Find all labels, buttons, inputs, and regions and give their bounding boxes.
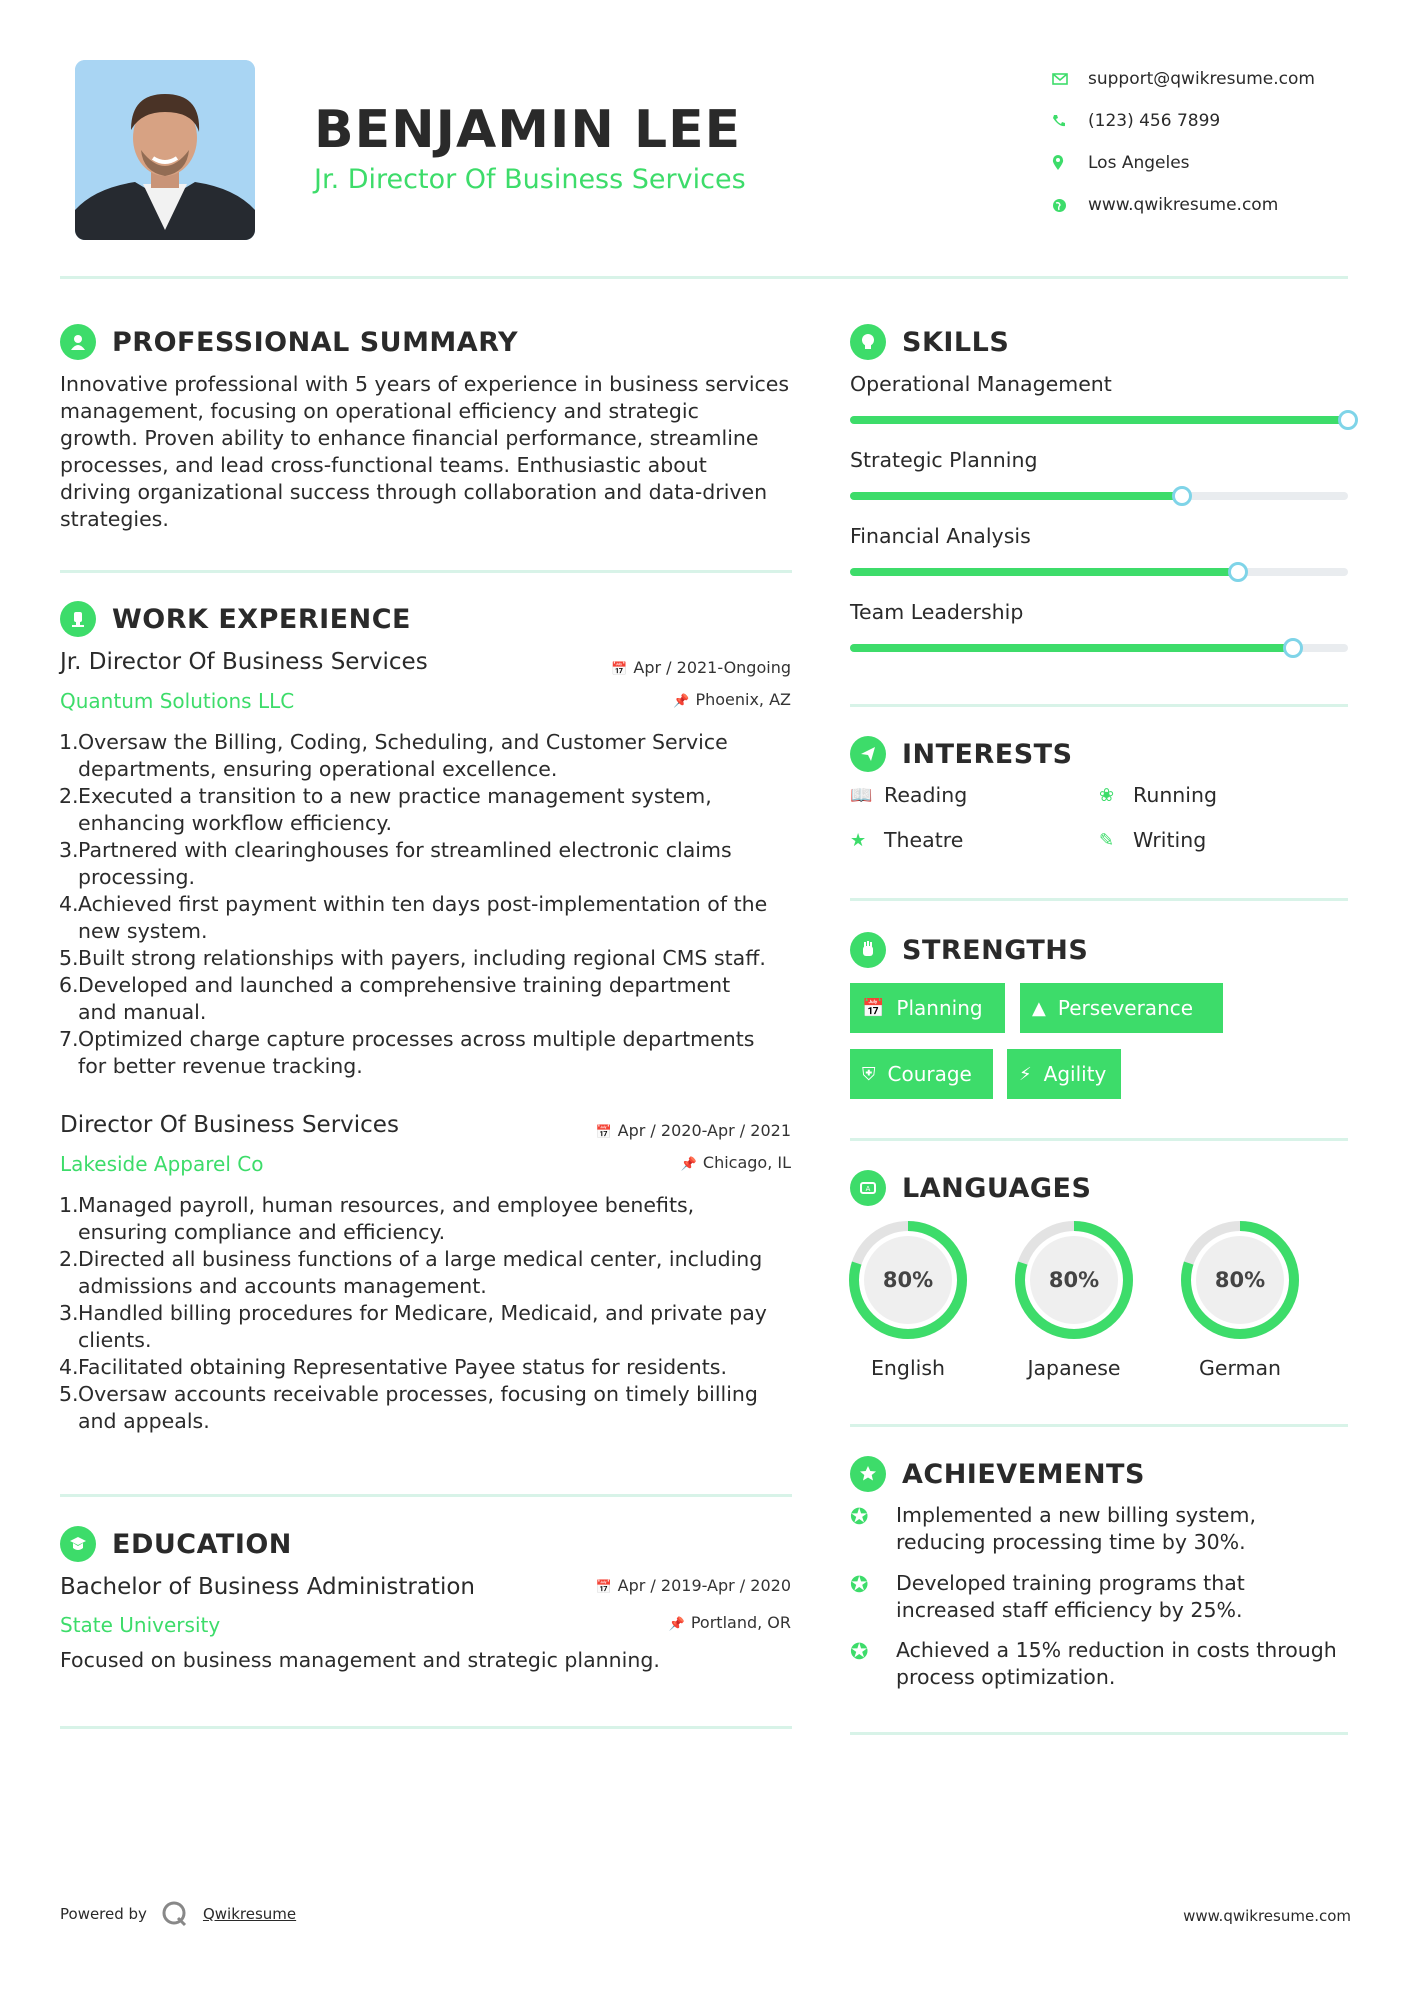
interests-divider [850, 898, 1348, 901]
language-item [846, 1218, 970, 1380]
candidate-name: BENJAMIN LEE [314, 100, 742, 160]
location-pin-icon [1052, 155, 1088, 171]
interest-item: ★ Theatre [850, 828, 964, 852]
globe-icon [1052, 198, 1088, 213]
briefcase-icon [60, 601, 96, 637]
calendar-icon: 📅 [595, 1125, 612, 1140]
skill-label: Team Leadership [850, 600, 1024, 624]
skill-level-knob [1283, 638, 1303, 658]
skill-label: Financial Analysis [850, 524, 1031, 548]
skill-label: Strategic Planning [850, 448, 1038, 472]
language-name: English [870, 1356, 946, 1380]
list-item: Oversaw accounts receivable processes, focusing on timely billing and appeals. [78, 1382, 758, 1433]
list-item: Managed payroll, human resources, and employee benefits, ensuring compliance and efficiency. [78, 1193, 695, 1244]
skill-level-knob [1338, 410, 1358, 430]
skill-bar-fill [850, 492, 1182, 500]
lightbulb-icon [850, 324, 886, 360]
achievement-item: ✪ Achieved a 15% reduction in costs through process optimization. [850, 1638, 1337, 1689]
job-title: Director Of Business Services [60, 1112, 399, 1138]
job-responsibilities [60, 1192, 800, 1435]
language-percent: 80% [1214, 1268, 1266, 1292]
list-item: Handled billing procedures for Medicare, Medicaid, and private pay clients. [78, 1301, 767, 1352]
achievements-heading: ACHIEVEMENTS [850, 1456, 1145, 1492]
footer-url[interactable]: www.qwikresume.com [1183, 1907, 1351, 1925]
calendar-icon: 📅 [595, 1580, 612, 1595]
achievements-divider [850, 1732, 1348, 1735]
road-icon: ▲ [1032, 997, 1046, 1019]
list-item: Directed all business functions of a large medical center, including admissions and accounts management. [78, 1247, 763, 1298]
phone-icon [1052, 114, 1088, 128]
language-ring [846, 1218, 970, 1342]
strengths-heading: STRENGTHS [850, 932, 1088, 968]
qwikresume-logo-icon [161, 1900, 189, 1928]
work-divider [60, 1494, 792, 1497]
interest-item: 📖 Reading [850, 783, 968, 807]
contact-website[interactable]: www.qwikresume.com [1052, 184, 1315, 226]
language-name: Japanese [1027, 1356, 1121, 1380]
company-name: Quantum Solutions LLC [60, 689, 295, 713]
strength-tag: ⛨ Courage [850, 1049, 993, 1099]
calendar-icon: 📅 [611, 662, 628, 677]
contact-phone[interactable]: (123) 456 7899 [1052, 100, 1315, 142]
list-item: Optimized charge capture processes across multiple departments for better revenue tracking. [78, 1027, 755, 1078]
skill-label: Operational Management [850, 372, 1112, 396]
list-item: Achieved first payment within ten days post-implementation of the new system. [78, 892, 768, 943]
skill-bar-fill [850, 416, 1348, 424]
language-percent: 80% [1048, 1268, 1100, 1292]
paw-icon: ❀ [1099, 784, 1115, 806]
skill-bar [850, 416, 1348, 424]
pin-icon: 📌 [673, 694, 690, 709]
job-responsibilities [60, 729, 800, 1080]
summary-heading: PROFESSIONAL SUMMARY [60, 324, 518, 360]
education-description: Focused on business management and strategic planning. [60, 1648, 660, 1672]
skill-bar-fill [850, 644, 1293, 652]
skill-level-knob [1228, 562, 1248, 582]
language-ring [1178, 1218, 1302, 1342]
strength-tag: 📅 Planning [850, 983, 1005, 1033]
skill-level-knob [1172, 486, 1192, 506]
education-divider [60, 1726, 792, 1729]
skills-divider [850, 704, 1348, 707]
list-item: Oversaw the Billing, Coding, Scheduling, and Customer Service departments, ensuring operational excellence. [78, 730, 728, 781]
strength-tag: ⚡ Agility [1007, 1049, 1121, 1099]
strengths-divider [850, 1138, 1348, 1141]
contact-info [1052, 58, 1315, 226]
email-icon [1052, 73, 1088, 85]
list-item: Partnered with clearinghouses for streamlined electronic claims processing. [78, 838, 732, 889]
interest-item: ✎ Writing [1099, 828, 1207, 852]
language-icon [850, 1170, 886, 1206]
job-location: 📌 Chicago, IL [680, 1153, 791, 1172]
pin-icon: 📌 [668, 1617, 685, 1632]
language-name: German [1198, 1356, 1282, 1380]
calendar-icon: 📅 [862, 997, 885, 1019]
language-percent: 80% [882, 1268, 934, 1292]
skills-heading: SKILLS [850, 324, 1009, 360]
list-item: Executed a transition to a new practice management system, enhancing workflow efficiency. [78, 784, 712, 835]
profile-photo [75, 60, 255, 240]
paper-plane-icon [850, 736, 886, 772]
skill-bar [850, 568, 1348, 576]
interests-heading: INTERESTS [850, 736, 1073, 772]
star-badge-icon: ✪ [850, 1505, 869, 1530]
hand-icon [850, 932, 886, 968]
job-dates: 📅 Apr / 2021-Ongoing [611, 658, 791, 677]
education-location: 📌 Portland, OR [668, 1613, 791, 1632]
interest-item: ❀ Running [1099, 783, 1218, 807]
strength-tag: ▲ Perseverance [1020, 983, 1223, 1033]
qwikresume-link[interactable]: Qwikresume [202, 1905, 297, 1923]
language-item [1178, 1218, 1302, 1380]
education-dates: 📅 Apr / 2019-Apr / 2020 [595, 1576, 791, 1595]
list-item: Developed and launched a comprehensive training department and manual. [78, 973, 731, 1024]
svg-text:A: A [865, 1186, 871, 1193]
star-badge-icon: ✪ [850, 1573, 869, 1598]
skill-bar [850, 492, 1348, 500]
skill-bar-fill [850, 568, 1238, 576]
skill-bar [850, 644, 1348, 652]
degree-title: Bachelor of Business Administration [60, 1574, 475, 1600]
language-item [1012, 1218, 1136, 1380]
list-item: Built strong relationships with payers, including regional CMS staff. [78, 946, 766, 970]
school-name: State University [60, 1613, 221, 1637]
list-item: Facilitated obtaining Representative Payee status for residents. [78, 1355, 727, 1379]
education-heading: EDUCATION [60, 1526, 292, 1562]
header-divider [60, 276, 1348, 279]
job-location: 📌 Phoenix, AZ [673, 690, 791, 709]
achievement-item: ✪ Developed training programs that increased staff efficiency by 25%. [850, 1571, 1245, 1622]
trophy-icon [850, 1456, 886, 1492]
job-title: Jr. Director Of Business Services [60, 649, 428, 675]
company-name: Lakeside Apparel Co [60, 1152, 264, 1176]
contact-location: Los Angeles [1052, 142, 1315, 184]
pencil-icon: ✎ [1099, 829, 1115, 851]
contact-email[interactable]: support@qwikresume.com [1052, 58, 1315, 100]
summary-divider [60, 570, 792, 573]
user-icon [60, 324, 96, 360]
languages-divider [850, 1424, 1348, 1427]
language-ring [1012, 1218, 1136, 1342]
shield-icon: ⛨ [862, 1063, 876, 1085]
candidate-title: Jr. Director Of Business Services [314, 164, 746, 195]
book-icon: 📖 [850, 784, 873, 806]
work-heading: WORK EXPERIENCE [60, 601, 411, 637]
pin-icon: 📌 [680, 1157, 697, 1172]
job-dates: 📅 Apr / 2020-Apr / 2021 [595, 1121, 791, 1140]
graduation-icon [60, 1526, 96, 1562]
achievement-item: ✪ Implemented a new billing system, reducing processing time by 30%. [850, 1503, 1257, 1554]
star-icon: ★ [850, 829, 867, 851]
summary-text: Innovative professional with 5 years of experience in business services management, focusing on operational efficiency and strategic growth. Proven ability to enhance financial performance, streamline processes, and lead cross-functional teams. Enthusiastic about driving organizational success through collaboration and data-driven strategies. [60, 372, 790, 531]
footer-powered-by: Powered by Qwikresume [60, 1900, 296, 1928]
languages-heading: A LANGUAGES [850, 1170, 1091, 1206]
star-badge-icon: ✪ [850, 1640, 869, 1665]
bolt-icon: ⚡ [1019, 1063, 1032, 1085]
